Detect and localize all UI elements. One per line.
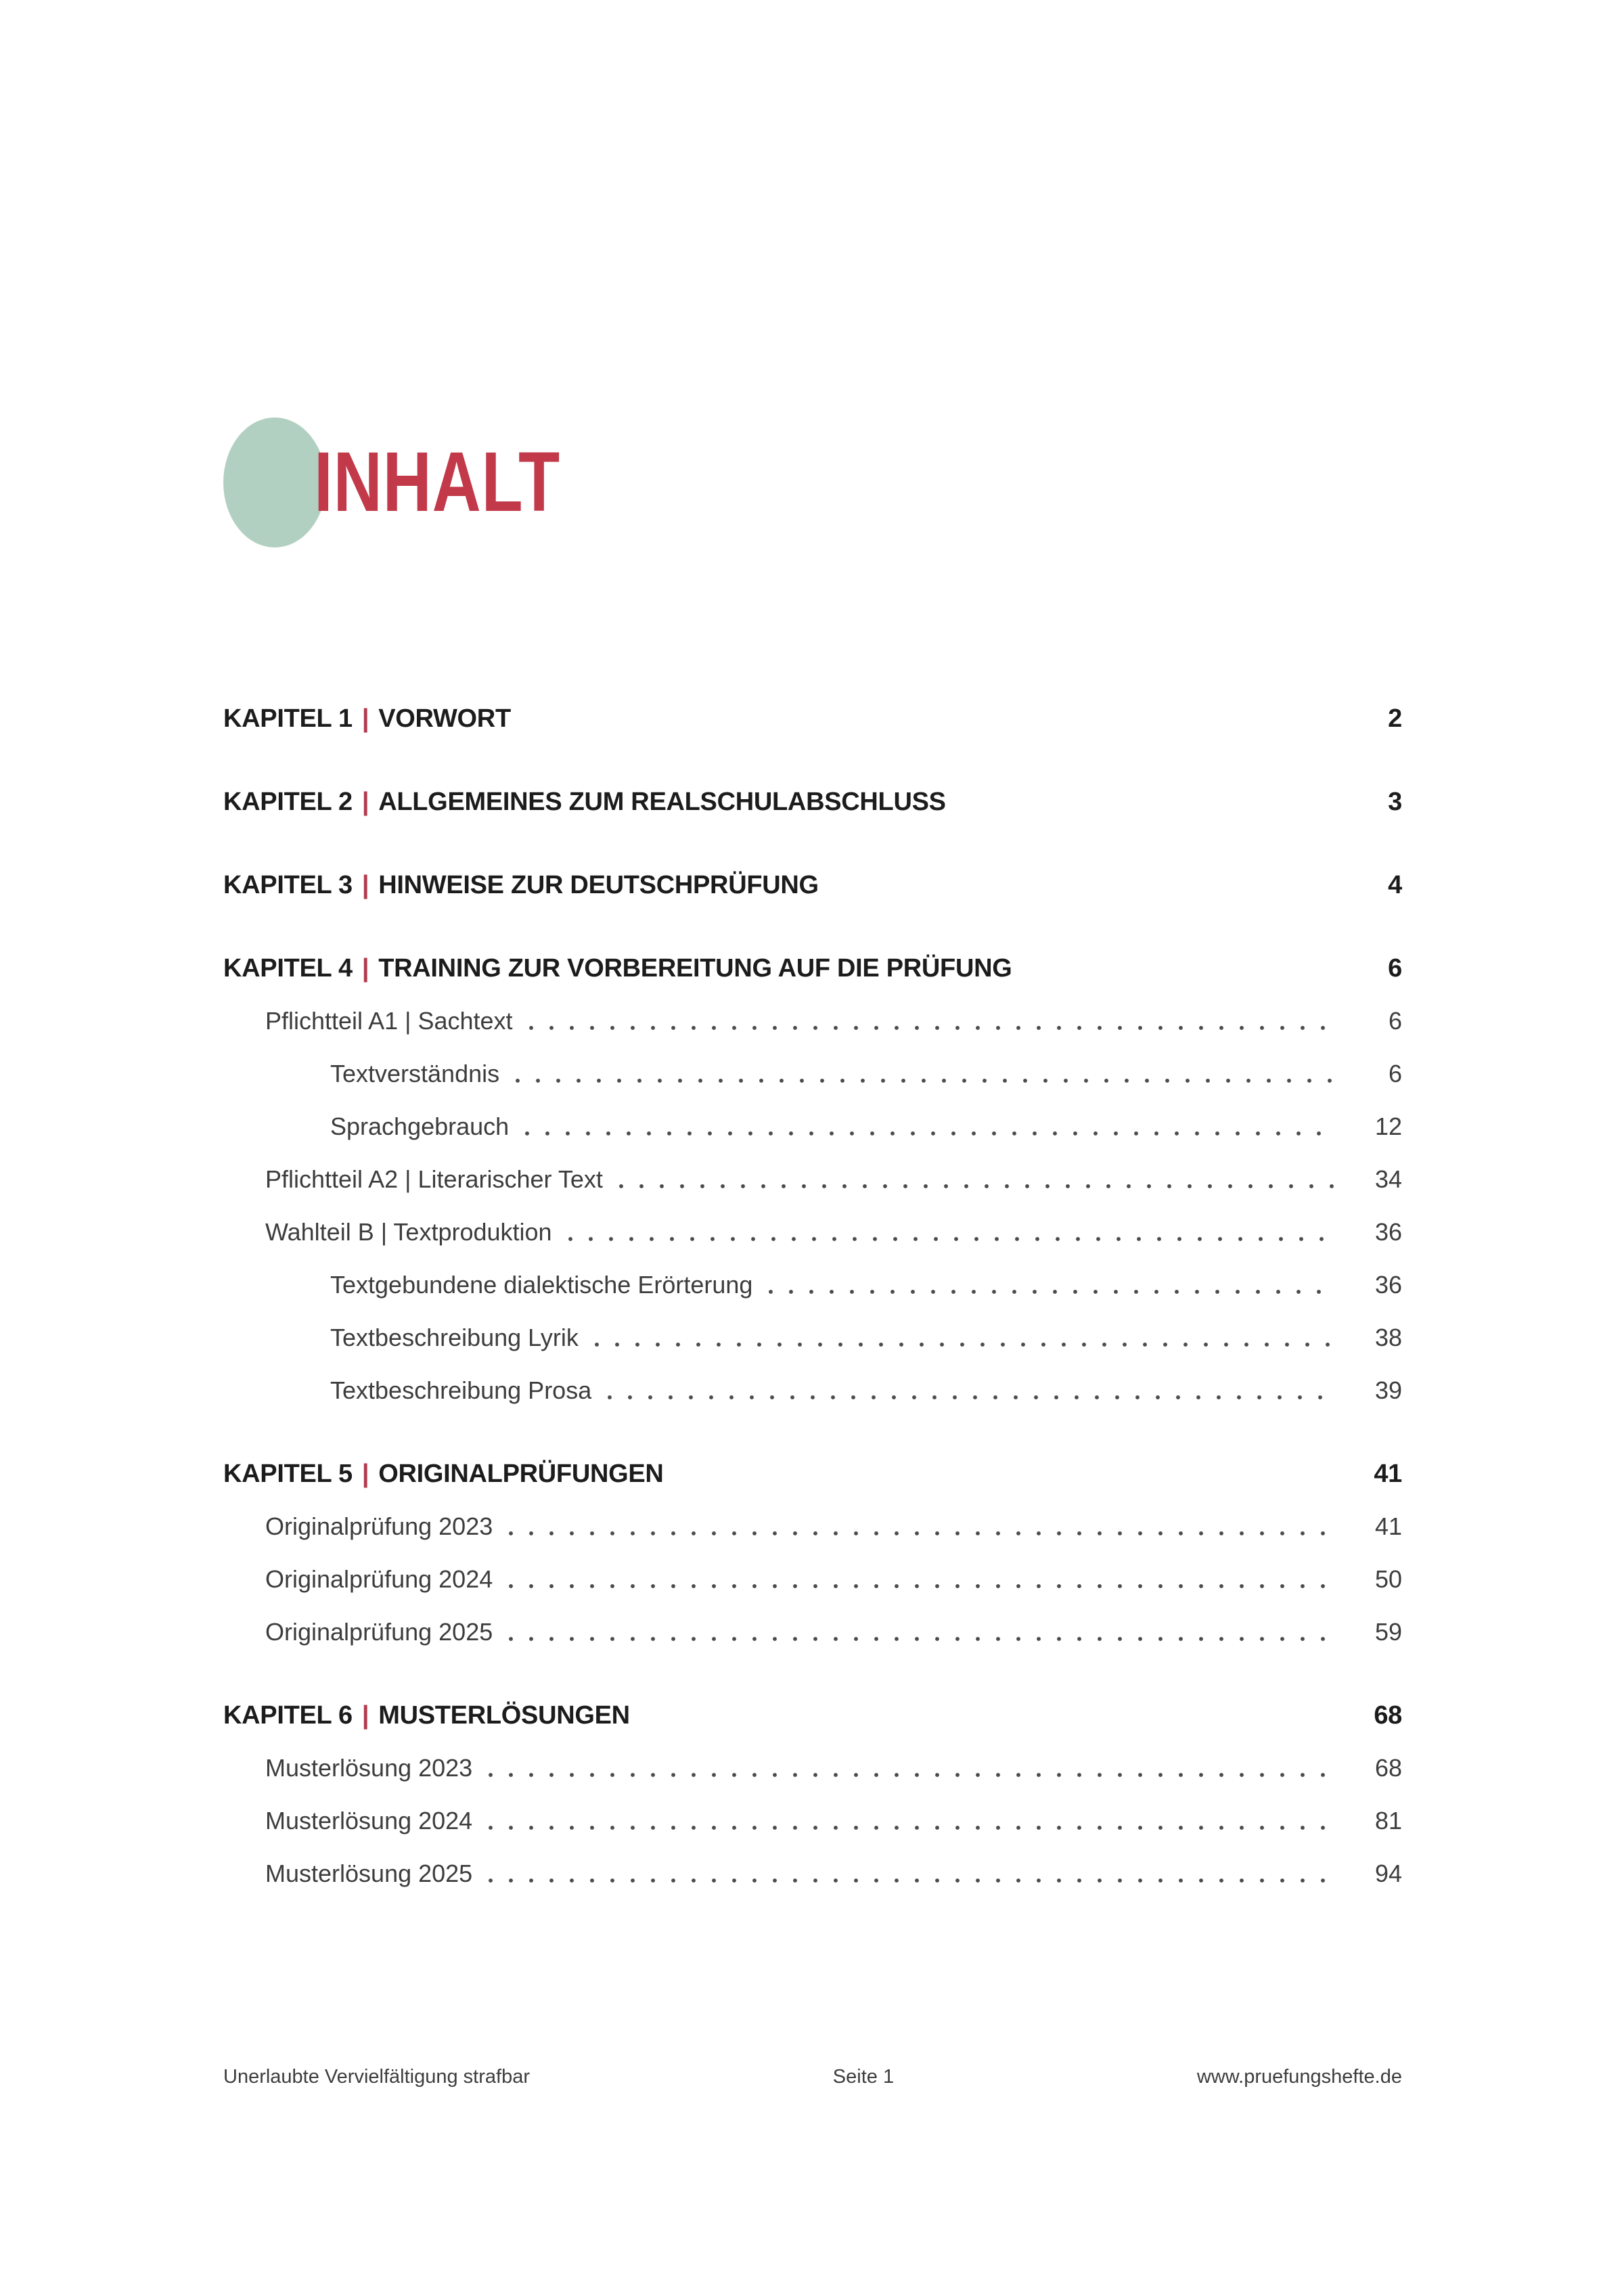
toc-page-number: 50 <box>1374 1565 1402 1593</box>
toc-page-number: 41 <box>1374 1459 1402 1488</box>
toc-page-number: 38 <box>1374 1324 1402 1351</box>
dotted-leader <box>619 1153 1337 1206</box>
toc-chapter-row <box>223 1689 1402 1742</box>
toc-entry-title <box>223 788 946 817</box>
toc-page-number: 36 <box>1374 1271 1402 1299</box>
toc-page-number: 6 <box>1388 953 1402 983</box>
toc-entry-title: Textverständnis <box>330 1060 500 1087</box>
toc-page-number: 81 <box>1374 1807 1402 1834</box>
chapter-pipe-separator: | <box>361 1701 369 1730</box>
toc-sub-row <box>223 1742 1402 1795</box>
dotted-leader <box>608 1364 1337 1417</box>
toc-sub-row <box>223 1364 1402 1417</box>
toc-sub-row <box>223 1206 1402 1259</box>
toc-sub-row <box>223 1100 1402 1153</box>
chapter-pipe-separator: | <box>361 1459 369 1488</box>
toc-entry-title: Originalprüfung 2024 <box>265 1565 493 1593</box>
dotted-leader <box>769 1259 1337 1311</box>
footer-page-indicator: Seite 1 <box>832 2065 895 2088</box>
dotted-leader <box>509 1500 1337 1553</box>
toc-chapter-row <box>223 859 1402 911</box>
dotted-leader <box>489 1742 1337 1795</box>
toc-chapter-title: MUSTERLÖSUNGEN <box>378 1701 630 1730</box>
toc-page-number: 6 <box>1388 1060 1402 1087</box>
toc-page-number: 12 <box>1374 1112 1402 1140</box>
toc-entry-title: Textbeschreibung Prosa <box>330 1376 592 1404</box>
toc-chapter-row <box>223 1447 1402 1500</box>
toc-entry-title <box>223 704 511 734</box>
toc-entry-title: Pflichtteil A2 | Literarischer Text <box>265 1165 603 1193</box>
toc-page-number: 68 <box>1374 1754 1402 1782</box>
toc-page-number: 34 <box>1374 1165 1402 1193</box>
page-title: INHALT <box>314 435 560 529</box>
dotted-leader <box>595 1311 1337 1364</box>
toc-page-number: 68 <box>1374 1701 1402 1730</box>
dotted-leader <box>489 1847 1337 1900</box>
toc-chapter-title: ORIGINALPRÜFUNGEN <box>378 1459 664 1488</box>
toc-sub-row <box>223 1153 1402 1206</box>
chapter-pipe-separator: | <box>361 953 369 983</box>
page-footer <box>223 2063 1402 2091</box>
toc-entry-title: Musterlösung 2024 <box>265 1807 473 1834</box>
dotted-leader <box>489 1795 1337 1847</box>
dotted-leader <box>516 1048 1337 1100</box>
toc-chapter-label: KAPITEL 1 <box>223 704 353 733</box>
toc-chapter-title: HINWEISE ZUR DEUTSCHPRÜFUNG <box>378 870 819 899</box>
toc-page-number: 39 <box>1374 1376 1402 1404</box>
toc-entry-title: Textbeschreibung Lyrik <box>330 1324 579 1351</box>
toc-entry-title <box>223 954 1012 983</box>
toc-entry-title <box>223 1701 630 1730</box>
toc-entry-title: Wahlteil B | Textproduktion <box>265 1218 552 1246</box>
toc-sub-row <box>223 1259 1402 1311</box>
toc-page-number: 6 <box>1388 1007 1402 1035</box>
dotted-leader <box>568 1206 1337 1259</box>
toc-entry-title <box>223 871 819 900</box>
toc-page-number: 41 <box>1374 1512 1402 1540</box>
toc-entry-title: Pflichtteil A1 | Sachtext <box>265 1007 513 1035</box>
toc-entry-title: Musterlösung 2023 <box>265 1754 473 1782</box>
toc-page-number: 59 <box>1374 1618 1402 1646</box>
toc-chapter-label: KAPITEL 5 <box>223 1459 353 1488</box>
toc-entry-title: Originalprüfung 2023 <box>265 1512 493 1540</box>
toc-chapter-label: KAPITEL 2 <box>223 787 353 816</box>
toc-page-number: 94 <box>1374 1860 1402 1887</box>
toc-sub-row <box>223 1311 1402 1364</box>
dotted-leader <box>529 995 1337 1048</box>
toc-entry-title: Originalprüfung 2025 <box>265 1618 493 1646</box>
toc-sub-row <box>223 1847 1402 1900</box>
toc-sub-row <box>223 1048 1402 1100</box>
toc-page-number: 4 <box>1388 870 1402 899</box>
toc-sub-row <box>223 1553 1402 1606</box>
toc-chapter-title: TRAINING ZUR VORBEREITUNG AUF DIE PRÜFUNG <box>378 953 1012 983</box>
toc-chapter-title: VORWORT <box>378 704 511 733</box>
footer-copyright-notice: Unerlaubte Vervielfältigung strafbar <box>223 2065 530 2088</box>
dotted-leader <box>525 1100 1337 1153</box>
dotted-leader <box>509 1606 1337 1659</box>
chapter-pipe-separator: | <box>361 870 369 899</box>
toc-sub-row <box>223 1500 1402 1553</box>
toc-sub-row <box>223 995 1402 1048</box>
page-title-block <box>223 418 1035 547</box>
toc-sub-row <box>223 1795 1402 1847</box>
toc-chapter-label: KAPITEL 4 <box>223 953 353 983</box>
chapter-pipe-separator: | <box>361 787 369 816</box>
toc-list <box>223 692 1402 1900</box>
toc-page-number: 36 <box>1374 1218 1402 1246</box>
footer-website-url: www.pruefungshefte.de <box>1196 2065 1402 2088</box>
toc-sub-row <box>223 1606 1402 1659</box>
toc-chapter-row <box>223 692 1402 745</box>
decorative-circle <box>223 418 326 547</box>
toc-page-number: 2 <box>1388 704 1402 733</box>
toc-entry-title: Musterlösung 2025 <box>265 1860 473 1887</box>
toc-entry-title: Sprachgebrauch <box>330 1112 510 1140</box>
chapter-pipe-separator: | <box>361 704 369 733</box>
toc-chapter-title: ALLGEMEINES ZUM REALSCHULABSCHLUSS <box>378 787 946 816</box>
toc-entry-title <box>223 1460 664 1489</box>
toc-entry-title: Textgebundene dialektische Erörterung <box>330 1271 753 1299</box>
dotted-leader <box>509 1553 1337 1606</box>
toc-chapter-row <box>223 942 1402 995</box>
toc-chapter-label: KAPITEL 3 <box>223 870 353 899</box>
toc-chapter-row <box>223 775 1402 828</box>
toc-chapter-label: KAPITEL 6 <box>223 1701 353 1730</box>
toc-page-number: 3 <box>1388 787 1402 816</box>
